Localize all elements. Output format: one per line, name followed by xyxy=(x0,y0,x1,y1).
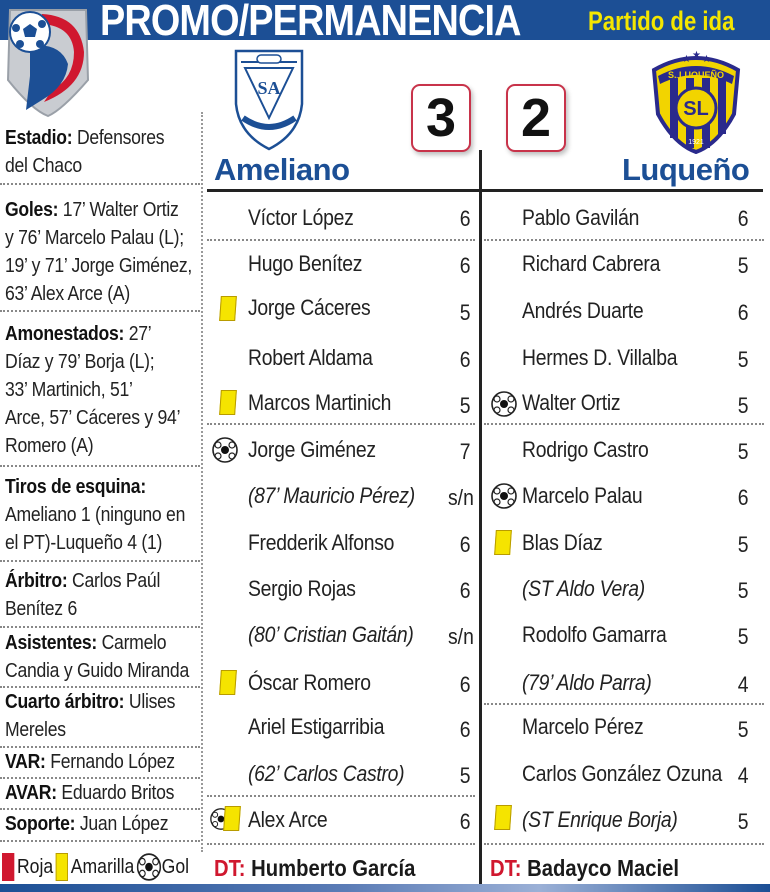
player-rating: 5 xyxy=(737,532,749,557)
red-card-icon xyxy=(2,853,14,881)
info-bookings: Amonestados: 27’ Díaz y 79’ Borja (L); 33’ Martinich, 51’ Arce, 57’ Cáceres y 94’ Romero (A) xyxy=(5,323,181,457)
footer-bar xyxy=(0,884,770,892)
row-divider xyxy=(207,843,475,845)
player-rating: 6 xyxy=(459,717,471,742)
player-rating: 5 xyxy=(737,578,749,603)
luqueno-crest-icon xyxy=(648,48,744,154)
yellow-card-icon xyxy=(219,670,237,695)
player-rating: s/n xyxy=(448,485,474,510)
player-rating: 6 xyxy=(459,253,471,278)
team-header-rule xyxy=(207,189,763,192)
svg-text:SA: SA xyxy=(257,78,281,98)
player-row: Carlos González Ozuna xyxy=(522,761,722,786)
legend-goal-label: Gol xyxy=(161,855,190,878)
player-rating: 6 xyxy=(737,206,749,231)
player-rating: s/n xyxy=(448,624,474,649)
goal-ball-icon xyxy=(491,391,517,417)
yellow-card-icon xyxy=(219,296,237,321)
goal-ball-icon xyxy=(491,483,517,509)
player-rating: 5 xyxy=(737,393,749,418)
player-rating: 6 xyxy=(459,809,471,834)
player-rating: 5 xyxy=(459,393,471,418)
player-row: Rodrigo Castro xyxy=(522,437,649,462)
player-rating: 5 xyxy=(737,624,749,649)
player-rating: 6 xyxy=(737,485,749,510)
yellow-card-icon xyxy=(223,806,241,831)
legend-red-label: Roja xyxy=(16,855,54,878)
player-rating: 5 xyxy=(737,809,749,834)
page-title: PROMO/PERMANENCIA xyxy=(100,0,521,45)
player-row: Marcelo Pérez xyxy=(522,714,644,739)
yellow-card-icon xyxy=(56,853,68,881)
player-rating: 5 xyxy=(737,253,749,278)
player-rating: 6 xyxy=(737,300,749,325)
info-stadium: Estadio: Defensores del Chaco xyxy=(5,127,165,177)
player-rating: 6 xyxy=(459,206,471,231)
player-rating: 5 xyxy=(737,347,749,372)
info-support: Soporte: Juan López xyxy=(5,813,169,835)
info-divider xyxy=(0,465,200,467)
player-rating: 4 xyxy=(737,763,749,788)
match-leg-label: Partido de ida xyxy=(588,6,735,36)
player-row: Robert Aldama xyxy=(248,345,373,370)
player-row: (80’ Cristian Gaitán) xyxy=(248,622,414,647)
svg-text:S. LUQUEÑO: S. LUQUEÑO xyxy=(667,70,725,80)
player-rating: 4 xyxy=(737,672,749,697)
svg-text:SL: SL xyxy=(683,98,709,120)
player-row: (ST Aldo Vera) xyxy=(522,576,645,601)
row-divider xyxy=(484,423,764,425)
yellow-card-icon xyxy=(494,805,512,830)
row-divider xyxy=(484,843,764,845)
goal-ball-icon xyxy=(137,853,162,881)
info-goals: Goles: 17’ Walter Ortiz y 76’ Marcelo Palau (L); 19’ y 71’ Jorge Giménez, 63’ Alex Arce (A) xyxy=(5,199,193,305)
svg-text:★: ★ xyxy=(682,54,691,65)
goal-ball-icon xyxy=(212,437,238,463)
home-coach: DT: Humberto García xyxy=(214,855,416,881)
player-row: Hermes D. Villalba xyxy=(522,345,678,370)
player-row: Hugo Benítez xyxy=(248,251,363,276)
info-referee: Árbitro: Carlos Paúl Benítez 6 xyxy=(5,570,161,620)
player-row: Marcos Martinich xyxy=(248,390,392,415)
svg-text:★: ★ xyxy=(702,54,711,65)
player-row: Óscar Romero xyxy=(248,670,371,695)
yellow-card-icon xyxy=(219,390,237,415)
player-row: (ST Enrique Borja) xyxy=(522,807,678,832)
yellow-card-icon xyxy=(494,530,512,555)
home-score: 3 xyxy=(411,84,471,152)
info-column-divider xyxy=(201,112,203,852)
player-row: Richard Cabrera xyxy=(522,251,661,276)
svg-text:1921: 1921 xyxy=(688,139,704,146)
info-divider xyxy=(0,310,200,312)
info-divider xyxy=(0,183,200,185)
info-fourth-official: Cuarto árbitro: Ulises Mereles xyxy=(5,691,176,741)
away-coach: DT: Badayco Maciel xyxy=(490,855,679,881)
player-row: Marcelo Palau xyxy=(522,483,643,508)
away-score: 2 xyxy=(506,84,566,152)
player-rating: 6 xyxy=(459,532,471,557)
player-row: (62’ Carlos Castro) xyxy=(248,761,405,786)
player-rating: 5 xyxy=(459,300,471,325)
player-row: Pablo Gavilán xyxy=(522,205,640,230)
player-row: Jorge Cáceres xyxy=(248,295,371,320)
player-rating: 6 xyxy=(459,578,471,603)
legend-yellow-label: Amarilla xyxy=(70,855,135,878)
player-rating: 5 xyxy=(737,439,749,464)
info-assistants: Asistentes: Carmelo Candia y Guido Miranda xyxy=(5,632,189,682)
player-rating: 5 xyxy=(737,717,749,742)
home-team-name: Ameliano xyxy=(214,152,350,187)
player-rating: 7 xyxy=(459,439,471,464)
ameliano-crest-icon xyxy=(233,48,305,152)
player-row: Alex Arce xyxy=(248,807,328,832)
info-divider xyxy=(0,840,200,842)
player-row: (79’ Aldo Parra) xyxy=(522,670,652,695)
player-rating: 6 xyxy=(459,347,471,372)
player-row: Sergio Rojas xyxy=(248,576,356,601)
info-avar: AVAR: Eduardo Britos xyxy=(5,782,175,804)
player-rating: 5 xyxy=(459,763,471,788)
info-corners: Tiros de esquina: Ameliano 1 (ninguno en el PT)-Luqueño 4 (1) xyxy=(5,476,186,554)
player-row: Rodolfo Gamarra xyxy=(522,622,667,647)
info-divider xyxy=(0,626,200,628)
legend xyxy=(2,850,189,884)
info-divider xyxy=(0,560,200,562)
player-row: Jorge Giménez xyxy=(248,437,376,462)
player-row: Fredderik Alfonso xyxy=(248,530,395,555)
player-row: Andrés Duarte xyxy=(522,298,644,323)
apf-league-logo-icon xyxy=(2,2,94,118)
info-var: VAR: Fernando López xyxy=(5,751,175,773)
player-row: Víctor López xyxy=(248,205,354,230)
player-row: Ariel Estigarribia xyxy=(248,714,385,739)
column-divider xyxy=(479,150,482,888)
player-row: Blas Díaz xyxy=(522,530,603,555)
away-team-name: Luqueño xyxy=(622,152,750,187)
svg-text:★: ★ xyxy=(692,50,701,61)
player-rating: 6 xyxy=(459,672,471,697)
row-divider xyxy=(207,423,475,425)
player-row: (87’ Mauricio Pérez) xyxy=(248,483,415,508)
player-row: Walter Ortiz xyxy=(522,390,621,415)
